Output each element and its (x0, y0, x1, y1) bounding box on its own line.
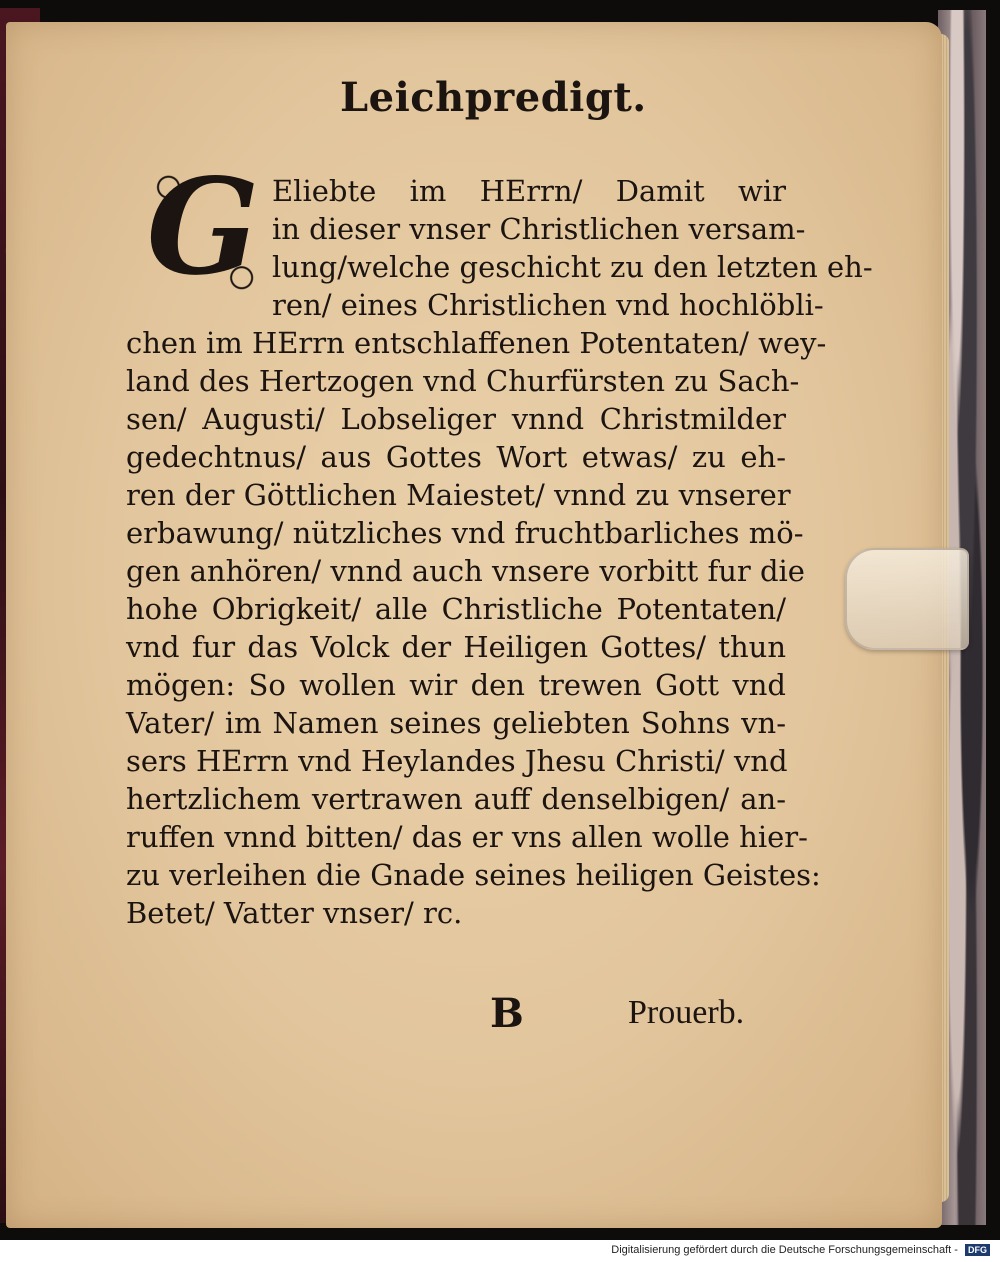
text-line: Vater/ im Namen seines geliebten Sohns vn- (126, 706, 786, 740)
text-line: hertzlichem vertrawen auff denselbigen/ an- (126, 782, 786, 816)
text-line: mögen: So wollen wir den trewen Gott vnd (126, 668, 786, 702)
text-line: land des Hertzogen vnd Churfürsten zu Sach- (126, 364, 800, 398)
page-tab-marker (845, 548, 969, 650)
text-line: in dieser vnser Christlichen versam- (272, 212, 806, 246)
text-line: lung/welche geschicht zu den letzten eh- (272, 250, 873, 284)
text-line: ren/ eines Christlichen vnd hochlöbli- (272, 288, 824, 322)
decorated-initial: G (134, 158, 272, 304)
signature-mark: B (490, 990, 524, 1037)
page-heading: Leichpredigt. (340, 74, 647, 121)
text-line: Eliebte im HErrn/ Damit wir (272, 174, 786, 208)
text-line: zu verleihen die Gnade seines heiligen Geistes: (126, 858, 821, 892)
text-line: gedechtnus/ aus Gottes Wort etwas/ zu eh- (126, 440, 786, 474)
catchword: Prouerb. (628, 994, 745, 1031)
footer-text: Digitalisierung gefördert durch die Deutsche Forschungsgemeinschaft - (611, 1244, 958, 1256)
text-line: erbawung/ nützliches vnd fruchtbarliches mö- (126, 516, 804, 550)
text-line: ruffen vnnd bitten/ das er vns allen wolle hier- (126, 820, 808, 854)
dfg-logo: DFG (965, 1244, 990, 1256)
text-line: gen anhören/ vnnd auch vnsere vorbitt fur die (126, 554, 805, 588)
footer-credit (611, 1244, 990, 1256)
text-line: sers HErrn vnd Heylandes Jhesu Christi/ vnd (126, 744, 788, 778)
text-line: Betet/ Vatter vnser/ rc. (126, 896, 463, 930)
text-line: ren der Göttlichen Maiestet/ vnnd zu vnserer (126, 478, 791, 512)
text-line: hohe Obrigkeit/ alle Christliche Potentaten/ (126, 592, 786, 626)
text-line: sen/ Augusti/ Lobseliger vnnd Christmilder (126, 402, 786, 436)
text-line: chen im HErrn entschlaffenen Potentaten/ wey- (126, 326, 827, 360)
text-line: vnd fur das Volck der Heiligen Gottes/ thun (126, 630, 786, 664)
